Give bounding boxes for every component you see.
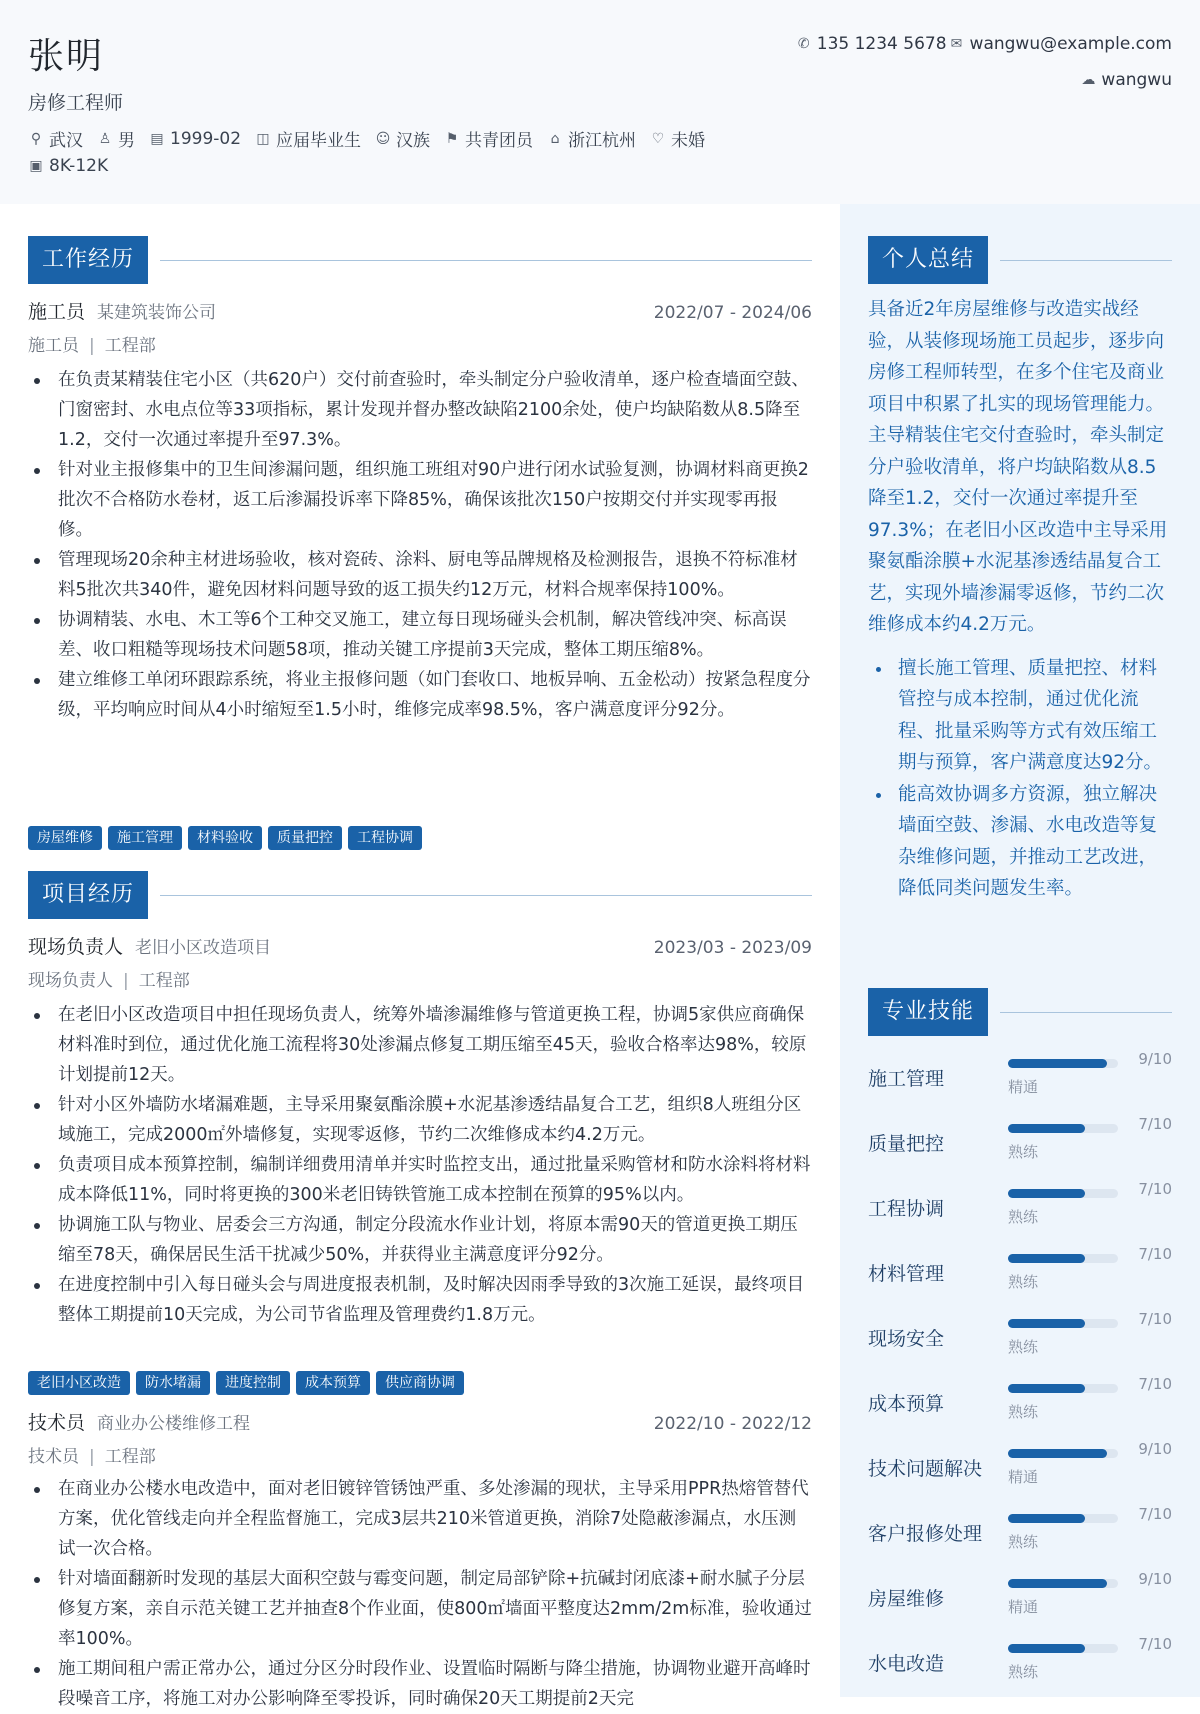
section-divider [1000,1012,1172,1013]
skill-score: 7/10 [1138,1375,1172,1393]
list-item: 管理现场20余种主材进场验收，核对瓷砖、涂料、厨电等品牌规格及检测报告，退换不符标准材料5批次共340件，避免因材料问题导致的返工损失约12万元，材料合规率保持100%。 [28,545,812,605]
project-date: 2022/10 - 2022/12 [653,1414,812,1434]
skill-item [868,1570,1172,1630]
summary-section-header [868,236,1172,284]
skill-item [868,1115,1172,1175]
project-header [28,932,812,960]
project-org: 老旧小区改造项目 [135,938,272,958]
briefcase-icon: ◫ [256,130,270,147]
tag: 工程协调 [348,826,422,850]
skill-score: 7/10 [1138,1505,1172,1523]
project-org: 商业办公楼维修工程 [97,1414,251,1434]
info-salary: ▣ 8K-12K [29,156,109,176]
skill-score: 7/10 [1138,1180,1172,1198]
list-item: 能高效协调多方资源，独立解决墙面空鼓、渗漏、水电改造等复杂维修问题，并推动工艺改进，降低同类问题发生率。 [868,779,1172,905]
people-icon: ☺ [375,130,391,147]
skill-bar-fill [1008,1579,1107,1588]
skill-item [868,1310,1172,1370]
list-item: 在进度控制中引入每日碰头会与周进度报表机制，及时解决因雨季导致的3次施工延误，最终项目整体工期提前10天完成，为公司节省监理及管理费约1.8万元。 [28,1270,812,1330]
skill-bar-fill [1008,1449,1107,1458]
money-icon: ▣ [29,158,43,174]
tag: 老旧小区改造 [28,1371,130,1395]
summary-bullets [868,653,1172,905]
skill-level: 精通 [1008,1078,1039,1096]
skill-level: 熟练 [1008,1143,1039,1161]
skill-bar [1008,1059,1118,1068]
skill-bar-fill [1008,1384,1085,1393]
skill-bar [1008,1449,1118,1458]
tag: 质量把控 [268,826,342,850]
skill-bar [1008,1644,1118,1653]
skill-score: 7/10 [1138,1245,1172,1263]
skill-level: 精通 [1008,1598,1039,1616]
info-location: ⚲ 武汉 [28,126,83,151]
project-subtitle: 技术员 | 工程部 [28,1447,156,1467]
skill-bar-fill [1008,1059,1107,1068]
skill-name: 成本预算 [868,1393,945,1415]
skill-score: 9/10 [1138,1050,1172,1068]
home-icon: ⌂ [550,130,560,147]
skill-item [868,1180,1172,1240]
wechat-row [1080,70,1172,90]
skills-section-header [868,988,1172,1036]
tag: 供应商协调 [376,1371,464,1395]
summary-text: 具备近2年房屋维修与改造实战经验，从装修现场施工员起步，逐步向房修工程师转型，在多个住宅及商业项目中积累了扎实的现场管理能力。主导精装住宅交付查验时，牵头制定分户验收清单，将户均缺陷数从8.5降至1.2，交付一次通过率提升至97.3%；在老旧小区改造中主导采用聚氨酯涂膜+水泥基渗透结晶复合工艺，实现外墙渗漏零返修，节约二次维修成本约4.2万元。 [868,299,1168,635]
skill-bar-fill [1008,1124,1085,1133]
skill-bar [1008,1384,1118,1393]
project-title: 技术员 [28,1412,86,1434]
phone-number[interactable]: 135 1234 5678 [816,34,947,54]
email-icon: ✉ [950,36,963,52]
list-item: 在老旧小区改造项目中担任现场负责人，统筹外墙渗漏维修与管道更换工程，协调5家供应商确保材料准时到位，通过优化施工流程将30处渗漏点修复工期压缩至45天，验收合格率达98%，较原计划提前12天。 [28,1000,812,1090]
list-item: 建立维修工单闭环跟踪系统，将业主报修问题（如门套收口、地板异响、五金松动）按紧急程度分级，平均响应时间从4小时缩短至1.5小时，维修完成率98.5%，客户满意度评分92分。 [28,665,812,725]
summary-block [868,294,1172,905]
list-item: 协调精装、水电、木工等6个工种交叉施工，建立每日现场碰头会机制，解决管线冲突、标高误差、收口粗糙等现场技术问题58项，推动关键工序提前3天完成，整体工期压缩8%。 [28,605,812,665]
project-header [28,1408,812,1436]
skill-item [868,1440,1172,1500]
work-section-header [28,236,812,284]
skill-item [868,1245,1172,1305]
skill-score: 7/10 [1138,1115,1172,1133]
section-divider [160,895,812,896]
skill-score: 9/10 [1138,1440,1172,1458]
skill-level: 熟练 [1008,1533,1039,1551]
info-political: ⚑ 共青团员 [445,130,534,151]
email-address[interactable]: wangwu@example.com [969,34,1172,54]
skill-level: 熟练 [1008,1208,1039,1226]
heart-icon: ♡ [651,130,665,147]
skill-name: 房屋维修 [868,1588,945,1610]
skill-bar [1008,1579,1118,1588]
skill-bar-fill [1008,1319,1085,1328]
skill-name: 工程协调 [868,1198,945,1220]
list-item: 在负责某精装住宅小区（共620户）交付前查验时，牵头制定分户验收清单，逐户检查墙面空鼓、门窗密封、水电点位等33项指标，累计发现并督办整改缺陷2100余处，使户均缺陷数从8.5降至1.2，交付一次通过率提升至97.3%。 [28,365,812,455]
skill-bar-fill [1008,1254,1085,1263]
project-title: 现场负责人 [28,936,124,958]
tag: 材料验收 [188,826,262,850]
skill-item [868,1505,1172,1565]
resume-header [0,0,1200,204]
skill-level: 熟练 [1008,1663,1039,1681]
project-date: 2023/03 - 2023/09 [653,938,812,958]
tag: 房屋维修 [28,826,102,850]
info-hometown: ⌂ 浙江杭州 [547,126,636,151]
calendar-icon: ▤ [150,130,164,147]
list-item: 在商业办公楼水电改造中，面对老旧镀锌管锈蚀严重、多处渗漏的现状，主导采用PPR热熔管替代方案，优化管线走向并全程监督施工，完成3层共210米管道更换，消除7处隐蔽渗漏点，水压测试一次合格。 [28,1474,812,1564]
skill-name: 水电改造 [868,1653,945,1675]
job-date: 2022/07 - 2024/06 [653,303,812,323]
job-subtitle: 施工员 | 工程部 [28,336,156,356]
skill-name: 材料管理 [868,1263,945,1285]
skill-bar [1008,1319,1118,1328]
skill-item [868,1375,1172,1435]
skill-bar-fill [1008,1514,1085,1523]
project-section-title: 项目经历 [28,871,148,919]
skill-bar-fill [1008,1189,1085,1198]
job-bullets [28,365,812,725]
list-item: 施工期间租户需正常办公，通过分区分时段作业、设置临时隔断与降尘措施，协调物业避开高峰时段噪音工序，将施工对办公影响降至零投诉，同时确保20天工期提前2天完 [28,1654,812,1714]
wechat-icon: ☁ [1081,72,1096,88]
contact-row [796,34,1172,54]
skill-score: 7/10 [1138,1635,1172,1653]
skill-level: 熟练 [1008,1403,1039,1421]
tag: 进度控制 [216,1371,290,1395]
info-gender: ♙ 男 [98,130,135,151]
job-tags [28,826,428,850]
skill-score: 7/10 [1138,1310,1172,1328]
work-section-title: 工作经历 [28,236,148,284]
skill-name: 客户报修处理 [868,1523,983,1545]
tag: 防水堵漏 [136,1371,210,1395]
list-item: 负责项目成本预算控制，编制详细费用清单并实时监控支出，通过批量采购管材和防水涂料将材料成本降低11%，同时将更换的300米老旧铸铁管施工成本控制在预算的95%以内。 [28,1150,812,1210]
skill-bar [1008,1254,1118,1263]
summary-section-title: 个人总结 [868,236,988,284]
list-item: 针对墙面翻新时发现的基层大面积空鼓与霉变问题，制定局部铲除+抗碱封闭底漆+耐水腻子分层修复方案，亲自示范关键工艺并抽查8个作业面，使800㎡墙面平整度达2mm/2m标准，验收通过率100%。 [28,1564,812,1654]
skill-bar-fill [1008,1644,1085,1653]
skill-name: 技术问题解决 [868,1458,983,1480]
info-ethnicity: ☺ 汉族 [375,130,431,151]
person-icon: ♙ [98,130,112,147]
info-status: ◫ 应届毕业生 [256,130,362,151]
skill-bar [1008,1514,1118,1523]
skill-item [868,1050,1172,1110]
section-divider [1000,260,1172,261]
skill-name: 质量把控 [868,1133,945,1155]
skill-bar [1008,1189,1118,1198]
skill-item [868,1635,1172,1695]
info-birth: ▤ 1999-02 [150,128,242,149]
phone-icon: ✆ [797,36,810,52]
project-bullets [28,1474,812,1714]
tag: 成本预算 [296,1371,370,1395]
skill-name: 现场安全 [868,1328,945,1350]
skills-section-title: 专业技能 [868,988,988,1036]
list-item: 协调施工队与物业、居委会三方沟通，制定分段流水作业计划，将原本需90天的管道更换工期压缩至78天，确保居民生活干扰减少50%，并获得业主满意度评分92分。 [28,1210,812,1270]
skill-bar [1008,1124,1118,1133]
skill-level: 精通 [1008,1468,1039,1486]
skill-name: 施工管理 [868,1068,945,1090]
info-row-2 [28,156,122,176]
list-item: 针对业主报修集中的卫生间渗漏问题，组织施工班组对90户进行闭水试验复测，协调材料商更换2批次不合格防水卷材，返工后渗漏投诉率下降85%，确保该批次150户按期交付并实现零再报修。 [28,455,812,545]
list-item: 擅长施工管理、质量把控、材料管控与成本控制，通过优化流程、批量采购等方式有效压缩工期与预算，客户满意度达92分。 [868,653,1172,779]
section-divider [160,260,812,261]
project-tags [28,1371,470,1395]
list-item: 针对小区外墙防水堵漏难题，主导采用聚氨酯涂膜+水泥基渗透结晶复合工艺，组织8人班组分区域施工，完成2000㎡外墙修复，实现零返修，节约二次维修成本约4.2万元。 [28,1090,812,1150]
location-pin-icon: ⚲ [30,130,42,147]
candidate-role: 房修工程师 [28,92,124,114]
skill-level: 熟练 [1008,1338,1039,1356]
job-header [28,297,812,325]
candidate-name: 张明 [28,36,105,77]
skill-score: 9/10 [1138,1570,1172,1588]
info-marital: ♡ 未婚 [651,130,706,151]
project-bullets [28,1000,812,1330]
job-title: 施工员 [28,301,86,323]
skill-level: 熟练 [1008,1273,1039,1291]
project-subtitle: 现场负责人 | 工程部 [28,971,190,991]
info-row-1 [28,126,719,151]
tag: 施工管理 [108,826,182,850]
project-section-header [28,871,812,919]
job-org: 某建筑装饰公司 [97,303,217,323]
flag-icon: ⚑ [445,130,459,147]
wechat-id: wangwu [1101,70,1172,90]
